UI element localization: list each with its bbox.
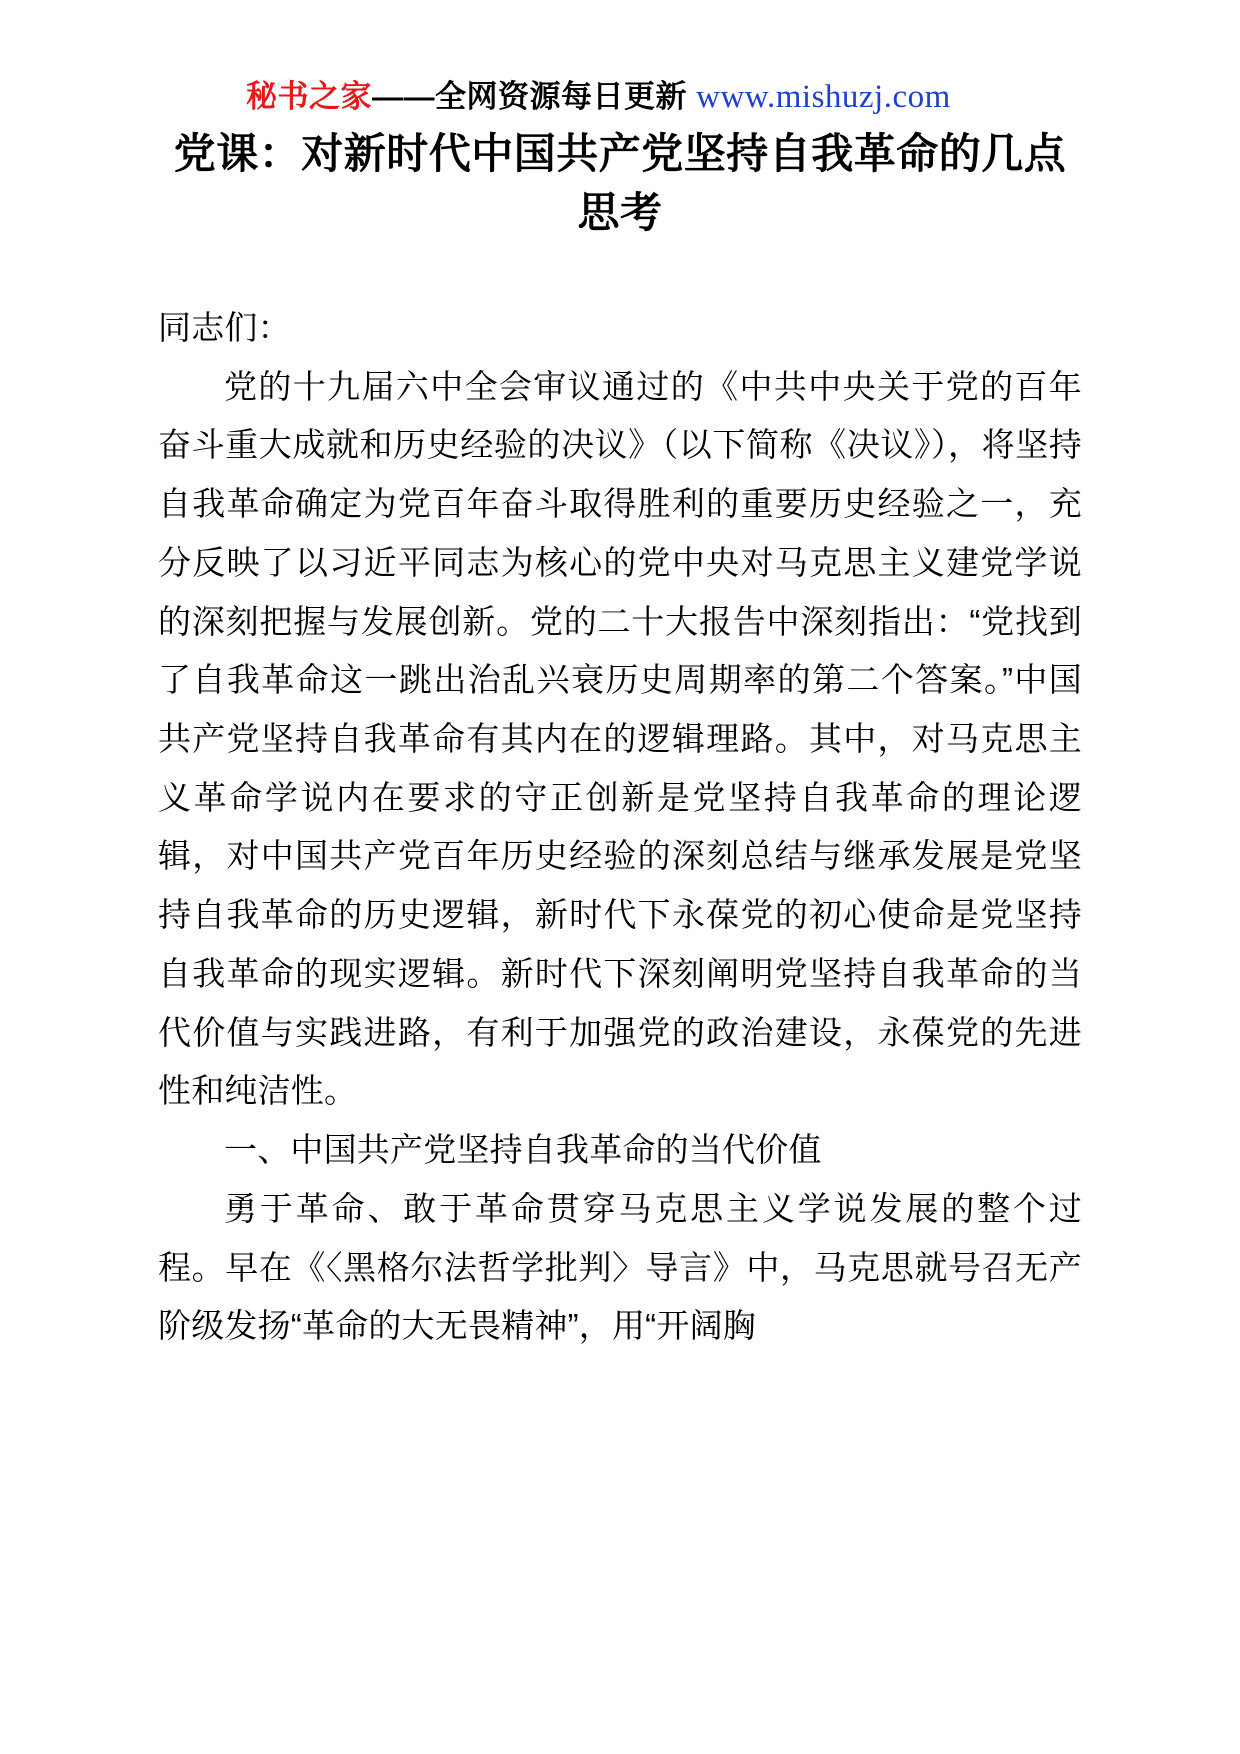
paragraph-salutation: 同志们： xyxy=(158,308,291,346)
paragraph-1: 党的十九届六中全会审议通过的《中共中央关于党的百年奋斗重大成就和历史经验的决议》（以下简称《决议》），将坚持自我革命确定为党百年奋斗取得胜利的重要历史经验之一，充分反映了以习近平同志为核心的党中央对马克思主义建党学说的深刻把握与发展创新。党的二十大报告中深刻指出：“党找到了自我革命这一跳出治乱兴衰历史周期率的第二个答案。”中国共产党坚持自我革命有其内在的逻辑理路。其中，对马克思主义革命学说内在要求的守正创新是党坚持自我革命的理论逻辑，对中国共产党百年历史经验的深刻总结与继承发展是党坚持自我革命的历史逻辑，新时代下永葆党的初心使命是党坚持自我革命的现实逻辑。新时代下深刻阐明党坚持自我革命的当代价值与实践进路，有利于加强党的政治建设，永葆党的先进性和纯洁性。 xyxy=(158,367,1082,1110)
watermark-tagline: 全网资源每日更新 xyxy=(435,79,687,114)
document-body xyxy=(158,299,1082,1356)
section-heading-1: 一、中国共产党坚持自我革命的当代价值 xyxy=(224,1131,822,1169)
paragraph-2: 勇于革命、敢于革命贯穿马克思主义学说发展的整个过程。早在《〈黑格尔法哲学批判〉导言》中，马克思就号召无产阶级发扬“革命的大无畏精神”，用“开阔胸 xyxy=(158,1189,1082,1345)
site-watermark xyxy=(246,78,1082,118)
watermark-dash: —— xyxy=(372,79,435,114)
page-title: 党课：对新时代中国共产党坚持自我革命的几点思考 xyxy=(173,129,1067,237)
watermark-brand: 秘书之家 xyxy=(246,79,372,114)
watermark-url[interactable]: www.mishuzj.com xyxy=(696,79,951,115)
